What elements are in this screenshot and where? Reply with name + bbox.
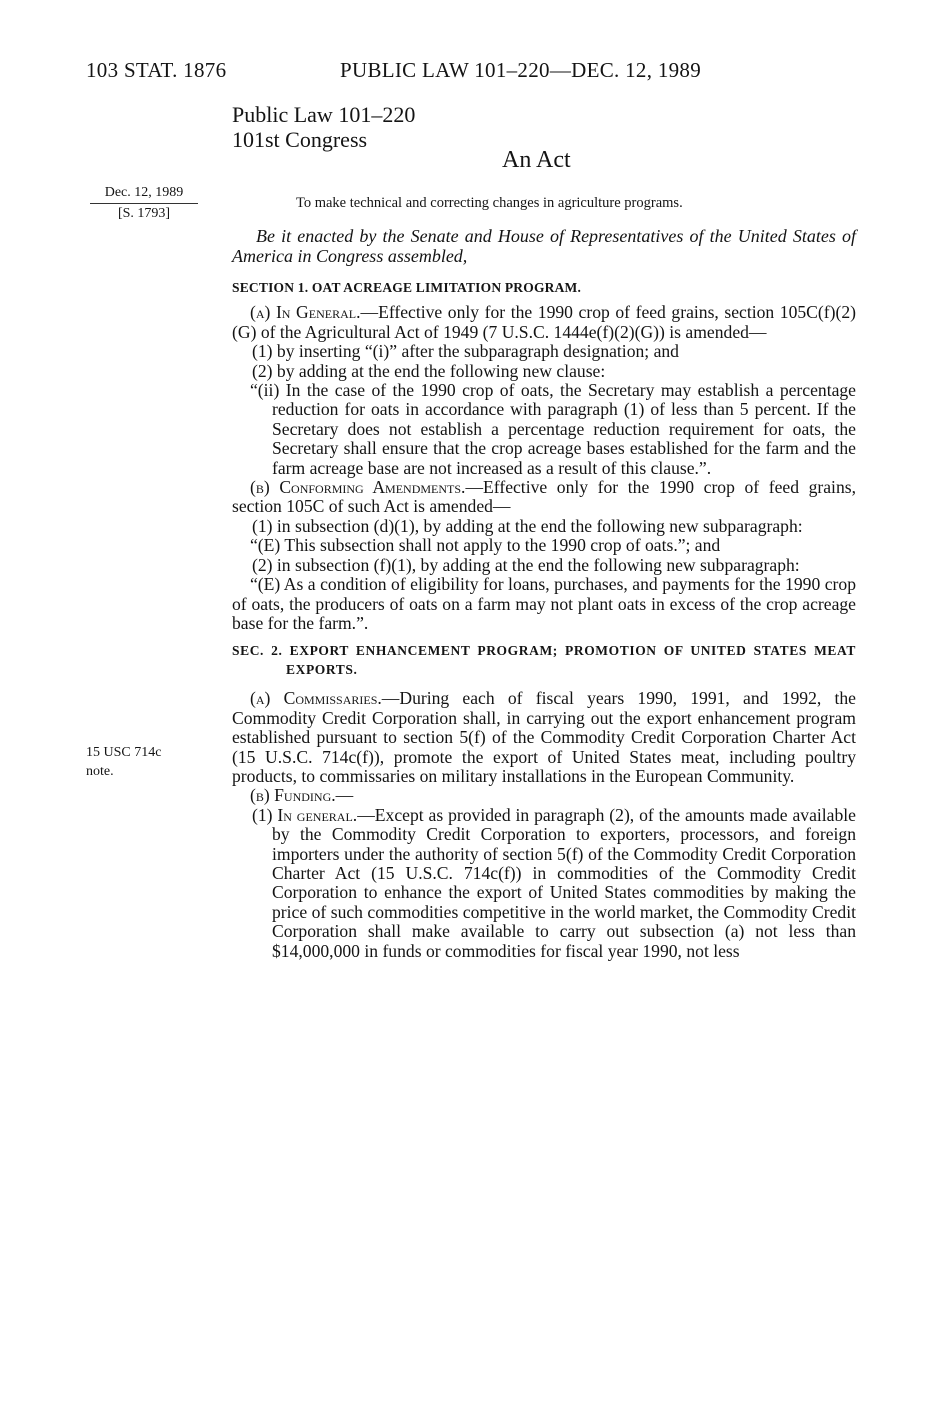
section-1-b-quote-1: “(E) This subsection shall not apply to the 1990 crop of oats.”; and [250, 535, 721, 556]
section-2-subsection-a [232, 689, 856, 786]
section-2-b-label: (b) Funding. [250, 785, 336, 806]
document-body [232, 226, 856, 961]
section-1-subsection-b [232, 478, 856, 517]
section-2-a-label: (a) Commissaries. [250, 688, 382, 709]
section-1-b-paragraph-1: (1) in subsection (d)(1), by adding at the end the following new subparagraph: [252, 515, 803, 536]
section-1-a-clause-ii: “(ii) In the case of the 1990 crop of oats, the Secretary may establish a percentage reduction for oats in accordance with paragraph (1) of less than 5 percent. If the Secretary does not establish a percentage reduction requirement for oats, the Secretary shall ensure that the crop acreage bases established for the farm and the farm acreage base are not increased as a result of this clause.”. [250, 380, 856, 478]
section-2-b1-text: —Except as provided in paragraph (2), of the amounts made available by the Commodity Credit Corporation to exporters, processors, and foreign importers under the authority of section 5(f) of the Commodity Credit Corporation Charter Act (15 U.S.C. 714c(f)) in commodities of the Commodity Credit Corporation to enhance the export of United States commodities by making the price of such commodities competitive in the world market, the Commodity Credit Corporation shall make available to carry out subsection (a) not less than $14,000,000 in funds or commodities for fiscal year 1990, not less [272, 804, 856, 961]
law-identification [232, 102, 415, 152]
page-citation: 103 STAT. 1876 [86, 58, 227, 82]
subsection-a-text: —Effective only for the 1990 crop of feed grains, section 105C(f)(2)(G) of the Agricultural Act of 1949 (7 U.S.C. 1444e(f)(2)(G)) is amended— [232, 302, 857, 342]
running-head-title: PUBLIC LAW 101–220—DEC. 12, 1989 [340, 58, 702, 82]
subsection-a-label: (a) In General. [250, 302, 361, 323]
enactment-date: Dec. 12, 1989 [90, 183, 198, 204]
law-number: Public Law 101–220 [232, 102, 416, 127]
section-1-a-paragraph-1: (1) by inserting “(i)” after the subparagraph designation; and [252, 341, 679, 362]
congress-number: 101st Congress [232, 127, 368, 152]
usc-note-label: note. [86, 764, 114, 779]
section-1-subsection-a [232, 303, 856, 342]
section-2-a-text: —During each of fiscal years 1990, 1991, and 1992, the Commodity Credit Corporation shall, in carrying out the export enhancement program established pursuant to section 5(f) of the Commodity Credit Corporation Charter Act (15 U.S.C. 714c(f)), promote the export of United States meat, including poultry products, to commissaries on military installations in the European Community. [232, 688, 856, 786]
section-2-subsection-b [232, 786, 856, 805]
purpose-line: To make technical and correcting changes in agriculture programs. [296, 195, 683, 211]
usc-margin-note [86, 743, 206, 781]
bill-number: [S. 1793] [117, 206, 171, 221]
act-title: An Act [502, 147, 571, 173]
usc-citation: 15 USC 714c [86, 745, 162, 760]
subsection-b-text: —Effective only for the 1990 crop of feed grains, section 105C of such Act is amended— [232, 477, 856, 517]
section-2-b-text: — [335, 785, 354, 806]
enacting-clause: Be it enacted by the Senate and House of Representatives of the United States of America in Congress assembled, [232, 226, 856, 266]
subsection-b-label: (b) Conforming Amendments. [250, 477, 466, 498]
section-1-b-quote-2: “(E) As a condition of eligibility for loans, purchases, and payments for the 1990 crop of oats, the producers of oats on a farm may not plant oats in excess of the crop acreage base for the farm.”. [232, 574, 856, 633]
section-2-b1-label: (1) In general. [252, 804, 358, 825]
date-margin-note [90, 183, 198, 223]
section-1-heading: SECTION 1. OAT ACREAGE LIMITATION PROGRAM. [232, 280, 582, 295]
section-2-b-paragraph-1 [232, 806, 856, 961]
section-2-heading: SEC. 2. EXPORT ENHANCEMENT PROGRAM; PROMOTION OF UNITED STATES MEAT EXPORTS. [232, 643, 856, 678]
section-1-a-paragraph-2: (2) by adding at the end the following new clause: [252, 360, 606, 381]
section-1-b-paragraph-2: (2) in subsection (f)(1), by adding at the end the following new subparagraph: [252, 554, 800, 575]
